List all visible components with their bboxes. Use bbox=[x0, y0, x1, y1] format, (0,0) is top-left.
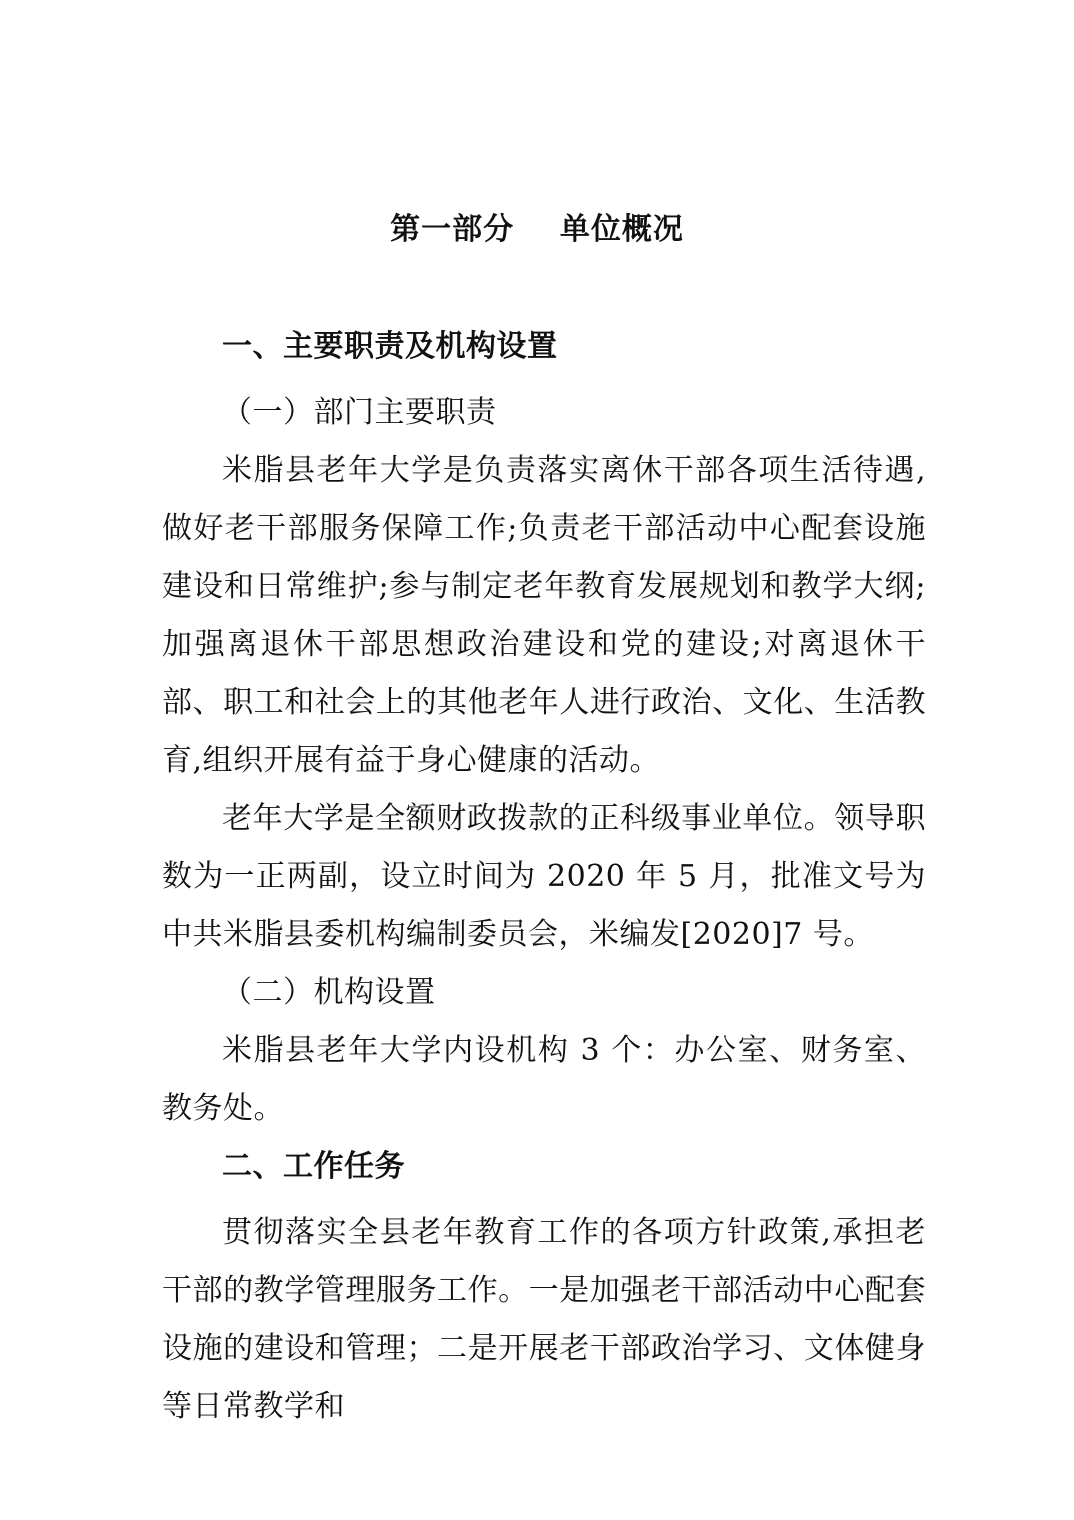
page-title: 第一部分 单位概况 bbox=[390, 212, 684, 247]
document-body bbox=[162, 318, 926, 1436]
paragraph-main-duties: 米脂县老年大学是负责落实离休干部各项生活待遇,做好老干部服务保障工作;负责老干部活动中心配套设施建设和日常维护;参与制定老年教育发展规划和教学大纲;加强离退休干部思想政治建设和党的建设;对离退休干部、职工和社会上的其他老年人进行政治、文化、生活教育,组织开展有益于身心健康的活动。 bbox=[162, 453, 926, 778]
paragraph-unit-info: 老年大学是全额财政拨款的正科级事业单位。领导职数为一正两副，设立时间为 2020 年 5 月，批准文号为中共米脂县委机构编制委员会，米编发[2020]7 号。 bbox=[162, 801, 926, 952]
subsection-heading-structure: （二）机构设置 bbox=[222, 975, 436, 1010]
section-heading-work-tasks: 二、工作任务 bbox=[222, 1149, 405, 1184]
subsection-heading-main-duties: （一）部门主要职责 bbox=[222, 395, 497, 430]
paragraph-structure: 米脂县老年大学内设机构 3 个：办公室、财务室、教务处。 bbox=[162, 1033, 926, 1126]
section-heading-duties-structure: 一、主要职责及机构设置 bbox=[222, 329, 558, 364]
paragraph-work-tasks: 贯彻落实全县老年教育工作的各项方针政策,承担老干部的教学管理服务工作。一是加强老干部活动中心配套设施的建设和管理；二是开展老干部政治学习、文体健身等日常教学和 bbox=[162, 1215, 926, 1424]
